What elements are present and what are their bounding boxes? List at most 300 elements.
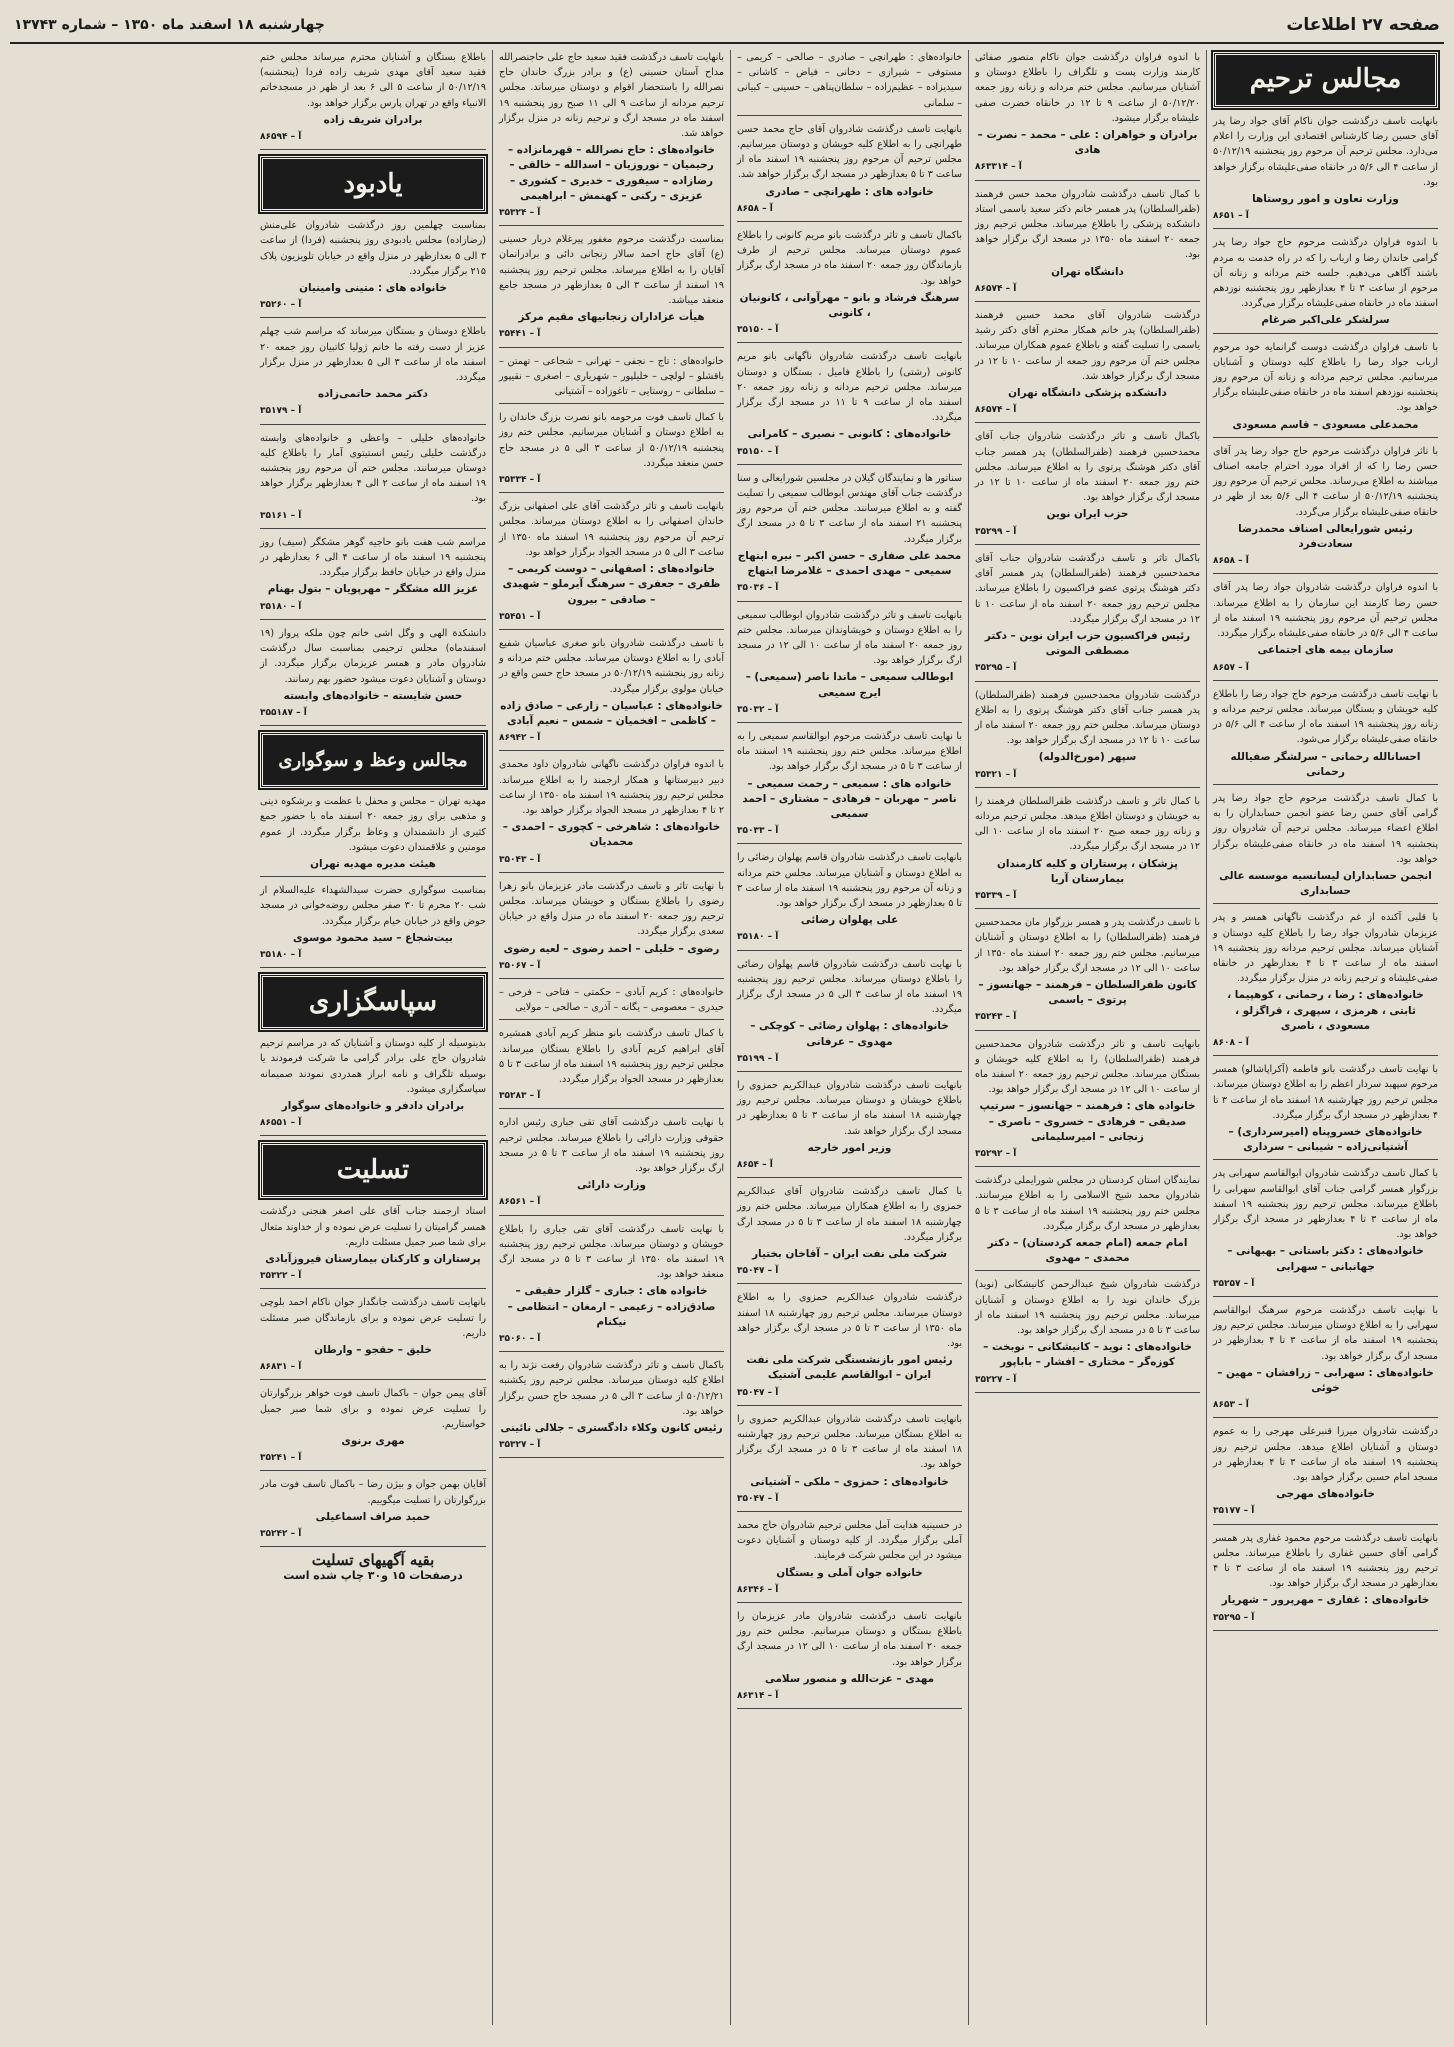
date-line: چهارشنبه ۱۸ اسفند ماه ۱۳۵۰ – شماره ۱۳۷۴۳ — [14, 17, 325, 33]
notice-code: ۳۵۳۲۲ – آ — [260, 1271, 302, 1282]
notice — [975, 551, 1200, 682]
notice-code: ۳۵۱۶۱ – آ — [260, 510, 302, 521]
notice-body: بمناسبت سوگواری حضرت سیدالشهداء علیه‌السلام از شب ۲۰ محرم تا ۳۰ صفر مجلس روضه‌خوانی در مسجد حوض واقع در خیابان خیام برگزار میگردد. — [260, 885, 486, 927]
column-4-notices — [499, 50, 724, 1458]
notice-code: ۸۶۵۶۱ – آ — [499, 1197, 541, 1208]
notice-divider — [499, 978, 724, 979]
notice-body: با نهایت تاسف درگذشت مرحوم حاج جواد رضا را باطلاع کلیه خویشان و بستگان میرساند. مجلس ترحیم مردانه و زنانه روز پنجشنبه ۱۹ اسفند ماه از ساعت ۴ الی ۵/۶ در خانقاه صفی‌علیشاه برگزار می‌شود. — [1213, 688, 1439, 746]
notice — [499, 1222, 724, 1353]
notice-divider — [975, 1270, 1200, 1271]
notice-code: ۸۶۳۴۶ – آ — [737, 1584, 779, 1595]
column-3-notices — [737, 50, 962, 1709]
notice — [260, 1204, 486, 1289]
notice-divider — [737, 464, 962, 465]
notice-signature: کانون ظفرالسلطان – فرهمند – جهانسوز – پرتوی – یاسمی — [978, 978, 1197, 1007]
notice-body: باطلاع بستگان و آشنایان محترم میرساند مجلس ختم فقید سعید آقای مهدی شریف زاده فردا (پنجشنبه) ۵۰/۱۲/۱۹ از ساعت ۵ الی ۶ بعد از ظهر در مسجدخاتم الانبیاء واقع در تهران پارس برگزار خواهد بود. — [260, 52, 487, 109]
notice-signature: برادران دادفر و خانواده‌های سوگوار — [281, 1099, 465, 1112]
notice-code: ۳۵۴۴۱ – آ — [499, 329, 541, 340]
notice-divider — [975, 1392, 1200, 1393]
notice — [737, 608, 962, 723]
notice — [1213, 1166, 1438, 1297]
notice-divider — [1213, 333, 1438, 334]
notice-body: خانواده‌های : کریم آبادی – حکمتی – فتاحی – فرخی – حیدری – معصومی – یگانه – آذری – صالحی – مولایی — [499, 986, 724, 1014]
notice — [260, 1477, 486, 1547]
notice-divider — [260, 1135, 486, 1136]
notice-code: ۸۶۳۱۴ – آ — [737, 1691, 779, 1702]
notice — [499, 1358, 724, 1458]
notice-code: ۳۵۱۵۰ – آ — [737, 446, 779, 457]
notice-body: باطلاع دوستان و بستگان میرساند که مراسم شب چهلم عزیز از دست رفته ما خانم ژولیا کاتبیان روز جمعه ۲۰ اسفند ماه از ساعت ۳ الی ۵ بعدازظهر در منزل برگزار میگردد. — [260, 326, 487, 384]
notice-body: باکمال تاثر و تاسف درگذشت شادروان جناب آقای محمدحسین فرهمند (ظفرالسلطان) پدر همسر آقای دکتر هوشنگ پرتوی عضو فراکسیون را باطلاع میرساند. مجلس ترحیم روز جمعه ۲۰ اسفند ماه از ساعت ۱۰ تا ۱۲ در مسجد ارگ برگزار میگردد. — [975, 552, 1200, 625]
notice-code: ۸۶۵۹۴ – آ — [260, 132, 302, 143]
notice — [1213, 791, 1438, 904]
notice-divider — [737, 1708, 962, 1709]
notice-body: بانهایت تاسف درگذشت شادروان آقای حاج محمد حسن طهرانچی را به اطلاع کلیه خویشان و دوستان میرسانیم. مجلس ترحیم آن مرحوم روز پنجشنبه ۱۹ اسفند ماه از ساعت ۳ تا ۵ بعدازظهر در مسجد ارگ برگزار خواهد شد. — [737, 123, 962, 181]
notice-body: بانهایت تاسف و تاثر درگذشت آقای علی اصفهانی بزرگ خاندان اصفهانی را به اطلاع دوستان میرساند. مجلس ترحیم آن مرحوم روز پنجشنبه ۱۹ اسفند ماه ۱۳۵۰ از ساعت ۳ الی ۵ در مسجد الجواد برگزار خواهد بود. — [499, 501, 725, 558]
notice-body: بدینوسیله از کلیه دوستان و آشنایان که در مراسم ترحیم شادروان حاج علی برادر گرامی ما شرکت فرمودند یا بوسیله تلگراف و نامه ابراز همدردی نمودند صمیمانه سپاسگزاری میشود. — [260, 1038, 486, 1095]
notice-body: در حسینیه هدایت آمل مجلس ترحیم شادروان حاج محمد آملی برگزار میگردد. از کلیه دوستان و آشنایان دعوت میشود در این مجلس شرکت فرمایند. — [737, 1520, 962, 1562]
notice-signature: محمد علی صفاری – حسن اکبر – نیره ابتهاج سمیعی – مهدی احمدی – غلامرضا ابتهاج — [737, 549, 962, 578]
notice-signature: خانواده های : فرهمند – جهانسوز – سرتیپ صدیقی – فرهادی – خسروی – ناصری – زنجانی – امیرسلیمانی — [979, 1100, 1196, 1143]
notice — [260, 626, 486, 726]
notice — [975, 187, 1200, 302]
notice-body: با کمال تاسف فوت مرحومه بانو نصرت بزرگ خاندان را به اطلاع دوستان و آشنایان میرسانیم. مجلس ختم روز پنجشنبه ۵۰/۱۲/۱۹ از ساعت ۳ الی ۵ در مسجد حاج حسن منعقد میگردد. — [499, 412, 724, 469]
column-1-notices — [1213, 114, 1438, 1631]
notice-signature: پزشکان ، پرستاران و کلیه کارمندان بیمارستان آریا — [997, 857, 1178, 885]
notice-code: ۳۵۰۳۲ – آ — [737, 704, 779, 715]
notice — [1213, 444, 1438, 575]
notice-signature: خلیق – حقجو – وارطان — [314, 1343, 432, 1356]
page-header — [10, 8, 1444, 44]
columns — [10, 50, 1444, 2025]
notice-signature: حمید صراف اسماعیلی — [315, 1510, 431, 1523]
notice-signature: خانواده‌های : سهرابی – زرافشان – مهین – خوئی — [1217, 1366, 1434, 1395]
notice-code: ۳۵۲۴۳ – آ — [975, 1012, 1017, 1023]
notice-code: ۸۶۵۱ – آ — [1213, 211, 1249, 222]
notice-body: با اندوه فراوان درگذشت مرحوم حاج جواد رضا پدر گرامی خاندان رضا و ارباب را که در راه خدمت به مردم باشند آگاهی می‌دهیم. جلسه ختم مردانه و زنانه آن مرحوم از ساعت ۳ تا ۴ بعدازظهر روز پنجشنبه نوزدهم اسفند ماه در خانقاه صفی‌علیشاه برگزار می‌گردد. — [1213, 237, 1438, 310]
notice-signature: سرلشکر علی‌اکبر ضرغام — [1261, 314, 1390, 327]
notice-signature: خانواده های : جباری – گلزار حقیقی – صادق‌زاده – زعیمی – ارمغان – انتظامی – نیکنام — [507, 1285, 716, 1328]
notice-divider — [1213, 784, 1438, 785]
notice-divider — [260, 317, 486, 318]
notice-signature: پرستاران و کارکنان بیمارستان فیروزآبادی — [265, 1252, 481, 1265]
notice-body: دانشکدة الهی و وگل اشی خانم چون ملکه پرواز (۱۹ اسفندماه) مجلس ترحیمی بمناسبت سال درگذشت شادروان مادر و همسر عزیزمان برگزار میگردد. از دوستان و آشنایان دعوت میشود حضور بهم رسانند. — [260, 627, 486, 685]
notice-divider — [260, 725, 486, 726]
notice — [975, 794, 1200, 909]
notice-signature: خانواده‌های : نوید – کانیشکانی – نوبخت – کوزه‌گر – مختاری – افشار – باباپور — [983, 1341, 1192, 1369]
section-banner-vaz: مجالس وعظ و سوگواری — [260, 732, 486, 788]
notice-signature: وزارت تعاون و امور روستاها — [1252, 193, 1399, 206]
notice-divider — [737, 115, 962, 116]
notice-body: با کمال تاثر و تاسف درگذشت ظفرالسلطان فرهمند را به خویشان و دوستان اطلاع میدهد. مجلس ترحیم مردانه و زنانه روز جمعه صبح ۲۰ اسفند ماه از ساعت ۱۰ الی ۱۲ در مسجد ارگ برگزار میگردد. — [975, 795, 1200, 853]
notice-body: با کمال تاسف درگذشت بانو منظر کریم آبادی همشیره آقای ابراهیم کریم آبادی را باطلاع بستگان میرساند. مجلس ترحیم روز پنجشنبه ۱۹ اسفند ماه از ساعت ۳ تا ۵ بعدازظهر در مسجد الجواد برگزار میگردد. — [499, 1028, 724, 1085]
notice-code: ۳۵۰۳۶ – آ — [737, 583, 779, 594]
notice-signature: خانواده‌های : کانونی – نصیری – کامرانی — [747, 428, 952, 441]
notice — [499, 879, 724, 979]
notice-body: مراسم شب هفت بانو حاجیه گوهر مشکگر (سیف) روز پنجشنبه ۱۹ اسفند ماه از ساعت ۴ الی ۶ بعدازظهر در منزل واقع در خیابان حافظ برگزار میگردد. — [260, 536, 486, 579]
notice-signature: خانواده‌های : حاج نصرالله – قهرمانزاده – رحیمیان – نوروزیان – اسدالله – خالقی – رضازاده – سیفوری – خدیری – کشوری – عزیزی – رکنی – کهنمش – ابراهیمی — [507, 144, 716, 202]
notice — [737, 1609, 962, 1709]
notice-body: با نهایت تاسف درگذشت آقای تقی جباری را باطلاع خویشان و دوستان میرساند. مجلس ترحیم روز پنجشنبه ۱۹ اسفند ماه ۱۳۵۰ از ساعت ۳ تا ۵ در مسجد ارگ منعقد خواهد بود. — [499, 1223, 724, 1281]
notice-code: ۳۵۱۸۰ – آ — [737, 932, 779, 943]
section-banner-yadbud: یادبود — [260, 156, 486, 212]
notice-code: ۳۵۲۸۳ – آ — [499, 1091, 541, 1102]
notice-divider — [1213, 1055, 1438, 1056]
notice-code: ۳۵۰۴۳ – آ — [499, 854, 541, 865]
notice — [975, 915, 1200, 1030]
notice — [1213, 1062, 1438, 1160]
notice-body: سناتور ها و نمایندگان گیلان در مجلسین شورایعالی و سنا درگذشت جناب آقای مهندس ابوطالب سمیعی را تسلیت گفته و به اطلاع میرسانند. مجلس ختم آن مرحوم روز پنجشنبه ۲۱ اسفند ماه از ساعت ۳ تا ۵ در مسجد ارگ برگزار میگردد. — [737, 472, 963, 545]
notice-code: ۳۵۰۶۰ – آ — [499, 1334, 541, 1345]
notice-divider — [499, 1215, 724, 1216]
notice-divider — [499, 492, 724, 493]
notice-divider — [499, 1019, 724, 1020]
notice-signature: خانواده‌های : پهلوان رضائی – کوچکی – مهدوی – عرفانی — [750, 1020, 949, 1048]
notice-divider — [499, 1457, 724, 1458]
notice-code: ۳۵۰۳۳ – آ — [737, 826, 779, 837]
notice — [499, 232, 724, 347]
notice-code: ۳۵۲۶۰ – آ — [260, 300, 302, 311]
notice-code: ۸۶۹۴۲ – آ — [499, 733, 541, 744]
notice-body: درگذشت شادروان شیخ عبدالرحمن کانیشکانی (نوید) بزرگ خاندان نوید را به اطلاع دوستان و آشنایان میرساند. مجلس ترحیم روز پنجشنبه ۱۹ اسفند ماه از ساعت ۳ تا ۵ در مسجد ارگ برگزار خواهد بود. — [975, 1279, 1200, 1337]
notice-code: ۳۵۳۲۱ – آ — [975, 769, 1017, 780]
notice-divider — [737, 342, 962, 343]
notice-divider — [737, 722, 962, 723]
notice-body: با تاسف درگذشت پدر و همسر بزرگوار مان محمدحسین فرهمند (ظفرالسلطان) را به اطلاع دوستان و آشنایان میرسانیم. مجلس ختم روز جمعه ۲۰ اسفند ماه ۱۳۵۰ از ساعت ۱۰ الی ۱۲ در مسجد ارگ برگزار خواهد بود. — [975, 917, 1200, 974]
notice — [1213, 910, 1438, 1056]
notice-code: ۳۵۰۴۷ – آ — [737, 1387, 779, 1398]
notice-signature: سازمان بیمه های اجتماعی — [1257, 644, 1394, 657]
notice-body: با نهایت تاسف درگذشت بانو فاطمه (آکراپاشالو) همسر مرحوم سپهبد سردار اعظم را به اطلاع دوستان میرساند. مجلس ترحیم روز چهارشنبه ۱۸ اسفند ماه از ساعت ۳ تا ۴ بعدازظهر در مسجد ارگ برگزار میگردد. — [1213, 1064, 1438, 1121]
notice — [975, 688, 1200, 788]
notice — [1213, 687, 1438, 785]
notice-divider — [975, 180, 1200, 181]
notice-body: باکمال تاسف و تاثر درگذشت بانو مریم کانونی را باطلاع عموم دوستان میرساند. مجلس ترحیم از طرف بازماندگان روز جمعه ۲۰ اسفند ماه در مسجد ارگ برگزار خواهد بود. — [737, 230, 962, 287]
notice-divider — [975, 301, 1200, 302]
notice-divider — [260, 967, 486, 968]
notice-signature: مهری برنوی — [341, 1435, 405, 1447]
notice-divider — [499, 1351, 724, 1352]
notice-divider — [1213, 680, 1438, 681]
notice — [975, 429, 1200, 544]
notice-code: ۸۶۵۷۴ – آ — [975, 405, 1017, 416]
notice-signature: خانواده‌های مهرجی — [1276, 1488, 1375, 1501]
notice-divider — [1213, 1524, 1438, 1525]
notice-divider — [737, 221, 962, 222]
notice-body: بمناسبت درگذشت مرحوم مغفور پیرغلام دربار حسینی (ع) آقای حاج احمد سالار زنجانی دائی و برادرانمان آقایان را به اطلاع میرساند. مجلس ترحیم روز پنجشنبه ۱۹ اسفند از ساعت ۳ الی ۵ بعدازظهر در مسجد جامع منعقد میباشد. — [499, 234, 724, 307]
notice-signature: سرهنگ فرشاد و بانو – مهرآوانی ، کانونیان ، کانونی — [739, 291, 960, 320]
notice-body: با نهایت تاسف درگذشت شادروان قاسم پهلوان رضائی را باطلاع دوستان میرساند. مجلس ترحیم روز پنجشنبه ۱۹ اسفند ماه از ساعت ۳ الی ۵ در مسجد ارگ برگزار میگردد. — [737, 958, 963, 1016]
notice-body: با نهایت تاثر و تاسف درگذشت مادر عزیزمان بانو زهرا رضوی را باطلاع بستگان و خویشان میرساند. مجلس ترحیم روز جمعه ۲۰ اسفند ماه در منزل واقع در خیابان سعدی برگزار میگردد. — [499, 880, 724, 938]
notice — [499, 410, 724, 493]
column-5-notices-vaz — [260, 794, 486, 968]
notice — [260, 218, 486, 318]
notice-body: بمناسبت چهلمین روز درگذشت شادروان علی‌منش (رضازاده) مجلس یادبودی روز پنجشنبه (فردا) از ساعت ۳ الی ۵ بعدازظهر در منزل واقع در خیابان تلویزیون پلاک ۲۱۵ برگزار میگردد. — [260, 220, 486, 277]
column-2 — [968, 50, 1206, 2025]
notice-divider — [1213, 1630, 1438, 1631]
notice-body: بانهایت تاسف درگذشت شادروان ناگهانی بانو مریم کانونی (رشتی) را باطلاع فامیل ، بستگان و دوستان میرساند. مجلس ترحیم مردانه و زنانه روز جمعه ۲۰ اسفند ماه از ساعت ۹ تا ۱۱ در مسجد ارگ برگزار میگردد. — [737, 351, 962, 424]
notice — [975, 50, 1200, 181]
notice-signature: امام جمعه (امام جمعه کردستان) – دکتر محمدی – مهدوی — [987, 1237, 1188, 1265]
notice-divider — [975, 544, 1200, 545]
notice-code: ۳۵۱۵۰ – آ — [737, 325, 779, 336]
notice-code: ۳۵۲۴۲ – آ — [260, 1529, 302, 1540]
notice-code: ۳۵۲۹۹ – آ — [975, 526, 1017, 537]
notice-code: ۳۵۱۹۹ – آ — [737, 1053, 779, 1064]
notice-code: ۸۶۰۸ – آ — [1213, 1037, 1249, 1048]
notice-signature: خانواده جوان آملی و بستگان — [776, 1566, 923, 1579]
notice-signature: رئیس کانون وکلاء دادگستری – جلالی نائینی — [500, 1422, 723, 1435]
notice-body: با نهایت تاسف درگذشت آقای تقی جباری رئیس اداره حقوقی وزارت دارائی را باطلاع میرساند. مجلس ترحیم روز پنجشنبه ۱۹ اسفند ماه از ساعت ۳ تا ۵ در مسجد ارگ برگزار خواهد بود. — [499, 1117, 724, 1174]
notice-divider — [260, 1379, 486, 1380]
notice — [499, 1115, 724, 1215]
notice-body: درگذشت شادروان آقای محمد حسین فرهمند (ظفرالسلطان) پدر خانم همکار محترم آقای دکتر رشید یاسمی را تسلیت گفته و باطلاع عموم همکاران میرساند. مجلس ختم آن مرحوم روز جمعه از ساعت ۱۰ تا ۱۲ در مسجد ارگ برگزار خواهد شد. — [975, 310, 1200, 382]
notice-signature: عزیز الله مشکگر – مهرپویان – بتول بهنام — [267, 583, 479, 596]
notice — [975, 1037, 1200, 1168]
notice-code: ۳۵۳۳۴ – آ — [499, 475, 541, 486]
column-5 — [254, 50, 492, 2025]
notice-divider — [260, 1288, 486, 1289]
notice-divider — [1213, 437, 1438, 438]
column-4 — [492, 50, 730, 2025]
notice — [499, 1026, 724, 1109]
notice-code: ۳۵۳۲۴ – آ — [499, 208, 541, 219]
notice-code: ۳۵۲۹۲ – آ — [975, 1149, 1017, 1159]
notice-body: استاد ارجمند جناب آقای علی اصغر هنجنی درگذشت همسر گرامیتان را تسلیت عرض نموده و از خداوند متعال برای شما صبر جمیل مسئلت داریم. — [260, 1206, 486, 1248]
notice-body: با کمال تاسف درگذشت شادروان ابوالقاسم سهرابی پدر بزرگوار همسر گرامی جناب آقای ابوالقاسم سهرابی را باطلاع میرساند. مجلس ترحیم روز پنجشنبه ۱۹ اسفند ماه از ساعت ۳ تا ۴ بعدازظهر در مسجد ارگ برگزار خواهد بود. — [1213, 1168, 1438, 1241]
notice-signature: خانواده های : سمیعی – رحمت سمیعی – ناصر – مهربان – فرهادی – مشتاری – احمد سمیعی — [742, 777, 957, 820]
notice-code: ۸۶۸۳۱ – آ — [260, 1362, 302, 1373]
column-3 — [730, 50, 968, 2025]
notice — [975, 1277, 1200, 1392]
notice-signature: وزیر امور خارجه — [807, 1141, 892, 1154]
notice — [737, 228, 962, 343]
notice-divider — [260, 149, 486, 150]
column-5-notices-tasliat — [260, 1204, 486, 1547]
notice-body: با تاسف درگذشت شادروان بانو صغری عباسیان شفیع آبادی را به اطلاع دوستان میرساند. مجلس ختم مردانه و زنانه روز پنجشنبه ۵۰/۱۲/۱۹ در مسجد حاج حسن واقع در خیابان مولوی برگزار میگردد. — [499, 637, 724, 695]
notice-body: با اندوه فراوان درگذشت جوان ناکام منصور صفائی کارمند وزارت پست و تلگراف را باطلاع دوستان و آشنایان میرسانیم. مجلس ختم مردانه و زنانه روز جمعه ۵۰/۱۲/۲۰ از ساعت ۹ تا ۱۲ در خانقاه خضرت صفی علیشاه برگزار میشود. — [975, 52, 1200, 124]
notice-divider — [1213, 573, 1438, 574]
notice — [499, 636, 724, 751]
notice-signature: دکتر محمد حاتمی‌زاده — [318, 388, 428, 401]
notice-divider — [1213, 1417, 1438, 1418]
notice-divider — [499, 403, 724, 404]
notice-body: آقایان بهمن جوان و بیژن رضا – باکمال تاسف فوت مادر بزرگوارتان را تسلیت میگوییم. — [260, 1479, 486, 1506]
notice-code: ۳۵۰۶۷ – آ — [499, 960, 541, 971]
notice-code: ۳۵۲۹۵ – آ — [1213, 1612, 1255, 1623]
notice-signature: رئیس امور بازنشستگی شرکت ملی نفت ایران – ابوالقاسم علیمی آشتیک — [746, 1354, 953, 1382]
notice-divider — [1213, 228, 1438, 229]
notice — [499, 985, 724, 1020]
section-banner-tarhim: مجالس ترحیم — [1213, 52, 1438, 108]
notice-signature: خانواده های : متینی وامینیان — [299, 282, 447, 295]
notice-signature: دانشکده پزشکی دانشگاه تهران — [1008, 387, 1167, 400]
notice-body: آقای پیمن جوان – باکمال تاسف فوت خواهر بزرگوارتان را تسلیت عرض نموده و برای شما صبر جمیل خواستاریم. — [260, 1388, 486, 1430]
notice-divider — [1213, 1296, 1438, 1297]
notice-signature: خانواده‌های خسروپناه (امیرسرداری) – آشتیانی‌زاده – شیبانی – سرداری — [1228, 1125, 1423, 1154]
notice — [1213, 340, 1438, 438]
notice-divider — [975, 1166, 1200, 1167]
notice — [737, 50, 962, 116]
notice-signature: ابوطالب سمیعی – ماندا ناصر (سمیعی) – ایرج سمیعی — [745, 671, 954, 699]
notice-divider — [737, 601, 962, 602]
notice-divider — [975, 787, 1200, 788]
notice-signature: برادران شریف زاده — [323, 113, 423, 126]
notice-body: با تاسف فراوان درگذشت دوست گرانمایه خود مرحوم ارباب جواد رضا را باطلاع کلیه دوستان و آشنایان میرسانیم. مجلس ترحیم مردانه و زنانه آن مرحوم روز پنجشنبه نوزدهم اسفند ماه در خانقاه صفی‌علیشاه برگزار خواهد بود. — [1213, 341, 1438, 414]
notice-body: بانهایت تاسف درگذشت جوان ناکام آقای جواد رضا پدر آقای حسین رضا کارشناس اقتصادی این وزارت را اعلام می‌دارد. مجلس ترحیم آن مرحوم روز پنجشنبه ۵۰/۱۲/۱۹ از ساعت ۴ الی ۵/۶ در خانقاه صفی‌علیشاه برگزار خواهد بود. — [1213, 116, 1438, 188]
notice-signature: احسانالله رحمانی – سرلشگر صفیالله رحمانی — [1230, 750, 1421, 778]
notice-signature: مهدی – عزت‌الله و منصور سلامی — [764, 1672, 935, 1685]
notice — [260, 883, 486, 968]
notice-code: ۸۶۵۴ – آ — [737, 1160, 773, 1170]
notice — [260, 1036, 486, 1136]
notice-body: بانهایت تاسف درگذشت فقید سعید حاج علی حاجنصرالله مداح آستان حسینی (ع) و برادر بزرگ خاندان حاج نصرالله را باستحضار اقوام و دوستان میرساند. مجلس ترحیم مردانه از ساعت ۹ الی ۱۱ صبح روز پنجشنبه ۱۹ اسفند ماه در مسجد ارگ و ترحیم زنانه در منزل برگزار خواهد شد. — [499, 52, 724, 140]
notice-body: درگذشت شادروان میرزا قنبرعلی مهرجی را به عموم دوستان و آشنایان اطلاع میدهد. مجلس ترحیم روز پنجشنبه ۱۹ اسفند ماه از ساعت ۳ تا ۴ بعدازظهر در مسجد امام حسین برگزار خواهد بود. — [1213, 1426, 1438, 1484]
notice-body: با اندوه فراوان درگذشت شادروان جواد رضا پدر آقای حسن رضا کارمند این سازمان را به اطلاع میرساند. مجلس ترحیم آن مرحوم روز پنجشنبه ۱۹ اسفند ماه از ساعت ۴ الی ۵/۶ در خانقاه صفی‌علیشاه برگزار میگردد. — [1213, 582, 1438, 640]
notice — [499, 50, 724, 226]
notice-code: ۳۵۵۱۸۷ – آ — [260, 707, 307, 718]
notice-divider — [975, 908, 1200, 909]
notice — [975, 1173, 1200, 1271]
notice-divider — [1213, 903, 1438, 904]
notice — [737, 729, 962, 844]
notice-body: با نهایت تاسف درگذشت مرحوم سرهنگ ابوالقاسم سهرابی را به اطلاع دوستان میرساند. مجلس ترحیم روز پنجشنبه ۱۹ اسفند ماه از ساعت ۳ تا ۴ بعدازظهر در مسجد ارگ برگزار خواهد بود. — [1213, 1305, 1438, 1362]
notice-code: ۳۵۲۲۷ – آ — [975, 1374, 1017, 1385]
notice-code: ۸۶۵۸ – آ — [1213, 556, 1249, 567]
notice-signature: خانواده‌های : شاهرخی – کچوری – احمدی – محمدیان — [502, 821, 721, 849]
notice — [260, 1386, 486, 1471]
notice-divider — [499, 347, 724, 348]
notice-code: ۳۵۲۴۱ – آ — [260, 1453, 302, 1464]
notice — [1213, 580, 1438, 680]
notice — [260, 1295, 486, 1380]
notice — [260, 535, 486, 620]
notice — [737, 1412, 962, 1512]
notice-divider — [260, 876, 486, 877]
notice-code: ۳۵۱۸۰ – آ — [260, 601, 302, 612]
notice-divider — [737, 843, 962, 844]
notice-code: ۳۵۱۷۷ – آ — [1213, 1506, 1255, 1517]
notice-signature: خانواده‌های : دکتر باستانی – بهبهانی – جهانبانی – سهرابی — [1227, 1245, 1424, 1273]
notice-body: بانهایت تاسف درگذشت مرحوم محمود غفاری پدر همسر گرامی آقای حسین غفاری را باطلاع میرساند. مجلس ترحیم روز پنجشنبه ۱۹ اسفند ماه از ساعت ۳ تا ۴ بعدازظهر در مسجد ارگ برگزار خواهد بود. — [1213, 1532, 1438, 1590]
notice-code: ۸۶۵۵۱ – آ — [260, 1118, 302, 1129]
notice-body: بانهایت تاسف درگذشت جانگداز جوان ناکام احمد بلوچی را تسلیت عرض نموده و برای بازماندگان صبر مسئلت داریم. — [260, 1297, 486, 1339]
section-banner-tasliat: تسلیت — [260, 1142, 486, 1198]
notice-divider — [260, 1546, 486, 1547]
notice-divider — [737, 1405, 962, 1406]
notice-body: بانهایت تاسف درگذشت شادروان مادر عزیزمان را باطلاع بستگان و دوستان میرسانیم. مجلس ختم روز جمعه ۲۰ اسفند ماه از ساعت ۱۰ الی ۱۲ در مسجد ارگ برگزار خواهد بود. — [737, 1611, 962, 1668]
notice-body: باکمال تاسف و تاثر درگذشت شادروان جناب آقای محمدحسین فرهمند (ظفرالسلطان) پدر همسر جناب آقای دکتر هوشنگ پرتوی را به اطلاع میرساند. مجلس ختم روز جمعه ۲۰ اسفند ماه از ساعت ۱۰ تا ۱۲ در مسجد ارگ برگزار خواهد بود. — [975, 431, 1200, 504]
notice — [737, 471, 962, 602]
footer-note: بقیه آگهیهای تسلیت — [311, 1551, 435, 1570]
page-label: صفحه ۲۷ اطلاعات — [1286, 15, 1440, 35]
notice-signature: سپهر (مورخ‌الدوله) — [1038, 751, 1137, 764]
column-1 — [1206, 50, 1444, 2025]
notice-body: درگذشت شادروان محمدحسین فرهمند (ظفرالسلطان) پدر همسر جناب آقای دکتر هوشنگ پرتوی را به اطلاع دوستان میرساند. مجلس ختم روز جمعه ۲۰ اسفند ماه از ساعت ۱۰ تا ۱۲ در مسجد ارگ برگزار خواهد بود. — [975, 689, 1200, 747]
notice-signature: خانواده‌های : حمزوی – ملکی – آشتیانی — [750, 1475, 949, 1488]
notice — [737, 122, 962, 222]
notice-signature: هیئت مدیره مهدیه تهران — [310, 857, 436, 870]
notice — [737, 850, 962, 950]
notice-body: با کمال تاسف درگذشت شادروان محمد حسن فرهمند (ظفرالسلطان) پدر همسر خانم دکتر سعید یاسمی استاد دانشکده پزشکی را باطلاع میرساند. مجلس ترحیم روز جمعه ۲۰ اسفند ماه ۱۳۵۰ در مسجد ارگ برگزار خواهد بود. — [975, 188, 1200, 261]
notice — [1213, 235, 1438, 333]
notice-body: با کمال تاسف درگذشت شادروان آقای عبدالکریم حمزوی را به اطلاع همکاران میرساند. مجلس ختم روز چهارشنبه ۱۸ اسفند ماه از ساعت ۳ تا ۵ در مسجد ارگ برگزار میگردد. — [737, 1186, 962, 1243]
notice-body: درگذشت شادروان عبدالکریم حمزوی را به اطلاع دوستان میرساند. مجلس ترحیم روز چهارشنبه ۱۸ اسفند ماه ۱۳۵۰ از ساعت ۳ تا ۵ در مسجد ارگ برگزار خواهد بود. — [737, 1292, 962, 1350]
notice — [260, 324, 486, 424]
notice-signature: برادران و خواهران : علی – محمد – نصرت – هادی — [977, 129, 1198, 157]
notice — [737, 957, 962, 1072]
notice-divider — [737, 1283, 962, 1284]
column-5-notices-sepas — [260, 1036, 486, 1136]
notice-body: با تاثر فراوان درگذشت مرحوم حاج جواد رضا پدر آقای حسن رضا را که از افراد مورد احترام جامعه اصناف میباشند به اطلاع می‌رساند. مجلس ترحیم آن مرحوم روز پنجشنبه ۵۰/۱۲/۱۹ از ساعت ۴ الی ۵/۶ بعد از ظهر در خانقاه صفی‌علیشاه برگزار می‌گردد. — [1213, 445, 1439, 518]
notice-signature: محمدعلی مسعودی – قاسم مسعودی — [1232, 418, 1419, 431]
notice-signature: حزب ایران نوین — [1046, 508, 1129, 521]
notice-body: بانهایت تاسف و تاثر درگذشت شادروان محمدحسین فرهمند (ظفرالسلطان) را به اطلاع کلیه خویشان و بستگان میرساند. مجلس ترحیم روز جمعه ۲۰ اسفند ماه از ساعت ۱۰ الی ۱۲ در مسجد ارگ برگزار خواهد بود. — [975, 1038, 1200, 1096]
notice-code: ۳۵۰۴۷ – آ — [737, 1266, 779, 1277]
notice-signature: شرکت ملی نفت ایران – آقاخان بختیار — [752, 1248, 947, 1261]
notice-divider — [975, 1030, 1200, 1031]
notice — [499, 499, 724, 630]
notice-code: ۸۶۵۸ – آ — [737, 203, 773, 214]
notice-divider — [499, 629, 724, 630]
notice-code: ۳۵۱۷۹ – آ — [260, 406, 302, 417]
notice — [737, 1078, 962, 1178]
footer-sub: درصفحات ۱۵ و۳۰ چاپ شده است — [283, 1569, 463, 1583]
notice-body: با کمال تاسف درگذشت مرحوم حاج جواد رضا پدر گرامی آقای حسن رضا عضو انجمن حسابداران را به اطلاع اعضاء میرساند. مجلس ترحیم آن شادروان روز پنجشنبه ۱۹ اسفند ماه در خانقاه صفی‌علیشاه برگزار خواهد بود. — [1213, 792, 1438, 865]
notice-code: ۳۵۳۳۹ – آ — [975, 890, 1017, 901]
column-2-notices — [975, 50, 1200, 1393]
notice-divider — [260, 1470, 486, 1471]
notice-code: ۸۶۵۳ – آ — [1213, 1400, 1249, 1411]
notice-signature: هیأت عزاداران زنجانیهای مقیم مرکز — [518, 311, 705, 324]
notice — [1213, 1303, 1438, 1418]
notice-divider — [737, 1071, 962, 1072]
notice-body: باکمال تاسف و تاثر درگذشت شادروان رفعت نژند را به اطلاع کلیه دوستان میرساند. مجلس ترحیم روز یکشنبه ۵۰/۱۲/۲۱ از ساعت ۳ الی ۵ در مسجد حاج حسن برگزار خواهد بود. — [499, 1360, 724, 1417]
notice-code: ۳۵۲۵۷ – آ — [1213, 1278, 1255, 1289]
notice-signature: خانواده‌های : عباسیان – زارعی – صادق زاده – کاظمی – افخمیان – شمس – نعیم آبادی — [500, 699, 723, 727]
notice-body: خانواده‌های : تاج – نجفی – تهرانی – شجاعی – تهمتن – باقشلو – لولچی – خلیلپور – شهریاری – اصغری – نقیپور – سلطانی – روستایی – تاغوزاده – آشتیانی — [499, 355, 724, 398]
notice-signature: خانواده‌های : رضا ، رحمانی ، کوهپیما ، ثابتی ، هرمزی ، سپهری ، قراگزلو ، مسعودی ، ناصری — [1227, 989, 1424, 1032]
notice-code: ۳۵۳۲۷ – آ — [499, 1440, 541, 1451]
notice-signature: بیت‌شجاع – سید محمود موسوی — [293, 931, 453, 944]
notice-signature: دانشگاه تهران — [1051, 265, 1124, 278]
notice-body: بانهایت تاسف درگذشت شادروان عبدالکریم حمزوی را باطلاع خویشان و دوستان میرساند. مجلس ترحیم روز چهارشنبه ۱۸ اسفند ماه از ساعت ۳ تا ۵ بعدازظهر در مسجد ارگ برگزار خواهد شد. — [737, 1079, 962, 1137]
notice-code: ۸۶۳۳۱۴ – آ — [975, 162, 1022, 173]
notice — [260, 50, 486, 150]
notice — [737, 1290, 962, 1405]
notice-signature: خانواده‌های : غفاری – مهرپرور – شهریار — [1221, 1594, 1430, 1607]
notice-body: با قلبی آکنده از غم درگذشت ناگهانی همسر و پدر عزیزمان شادروان جواد رضا را باطلاع کلیه دوستان و آشنایان میرساند. مجلس ترحیم مردانه روز پنجشنبه ۱۹ اسفند ماه از ساعت ۳ تا ۴ بعدازظهر در خانقاه صفی‌علیشاه و ترحیم زنانه در منزل برگزار میگردد. — [1213, 912, 1438, 985]
notice-divider — [260, 619, 486, 620]
notice-signature: رئیس فراکسیون حزب ایران نوین – دکتر مصطفی الموتی — [984, 629, 1191, 658]
notice-divider — [260, 528, 486, 529]
section-banner-sepas: سپاسگزاری — [260, 974, 486, 1030]
notice — [1213, 114, 1438, 229]
notice — [975, 308, 1200, 423]
notice-signature: علی پهلوان رضائی — [800, 914, 899, 927]
notice-divider — [499, 872, 724, 873]
notice-signature: خانواده های : طهرانچی – صادری — [765, 185, 934, 198]
notice-signature: رضوی – خلیلی – احمد رضوی – لعیه رضوی — [503, 942, 720, 955]
notice-divider — [737, 1511, 962, 1512]
column-5-notices-yadbud — [260, 218, 486, 726]
notice-divider — [975, 681, 1200, 682]
notice-signature: خانواده‌های : اصفهانی – دوست کریمی – ظفری – جعفری – سرهنگ آیرملو – شهیدی – صادقی – بیرون — [502, 563, 721, 606]
notice — [1213, 1424, 1438, 1524]
notice-body: بانهایت تاسف و تاثر درگذشت شادروان ابوطالب سمیعی را به اطلاع دوستان و خویشاوندان میرساند. مجلس ختم روز جمعه ۲۰ اسفند ماه از ساعت ۱۰ الی ۱۲ در مسجد ارگ برگزار خواهد بود. — [737, 609, 963, 667]
notice — [260, 431, 486, 529]
notice-signature: وزارت دارائی — [577, 1179, 646, 1192]
